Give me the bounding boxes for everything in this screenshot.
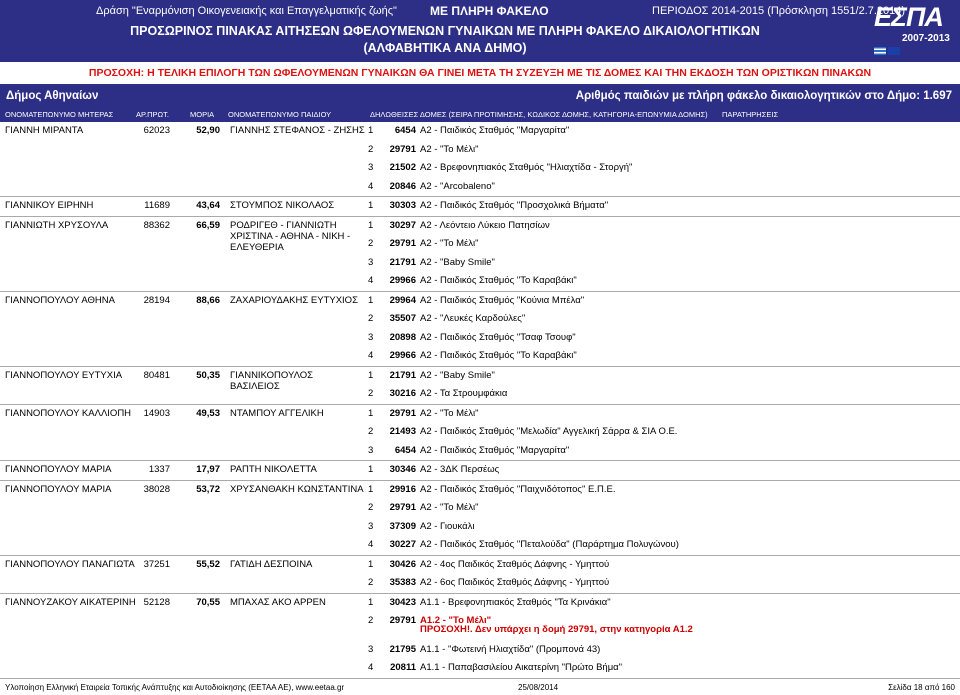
preference-order: 1 [368, 200, 374, 211]
structure-code: 30423 [389, 596, 416, 608]
flags-icon [874, 47, 954, 57]
structure-code: 21795 [389, 643, 416, 655]
preference-order: 3 [368, 331, 374, 343]
child-name: ΡΟΔΡΙΓΕΘ - ΓΙΑΝΝΙΩΤΗ ΧΡΙΣΤΙΝΑ - ΑΘΗΝΑ - ΝΙΚΗ - ΕΛΕΥΘΕΡΙΑ [230, 219, 351, 253]
structure-name: Α2 - Βρεφονηπιακός Σταθμός "Ηλιαχτίδα - Στοργή" [420, 162, 633, 173]
structure-name: Α2 - "Το Μέλι" [420, 407, 479, 419]
child-name: ΧΡΥΣΑΝΘΑΚΗ ΚΩΝΣΤΑΝΤΙΝΑ [230, 483, 364, 495]
preference-order: 2 [368, 502, 374, 513]
structure-name: Α1.2 - "Το Μέλι" [420, 615, 492, 626]
structure-name: Α2 - "Arcobaleno" [420, 180, 495, 192]
structure-code: 21493 [389, 426, 416, 437]
structure-code: 21791 [389, 256, 416, 268]
table-row [0, 122, 960, 197]
structure-preference [0, 385, 960, 403]
preference-order: 4 [368, 180, 374, 192]
structure-preference [0, 556, 960, 574]
preference-order: 2 [368, 577, 374, 588]
structure-code: 21791 [389, 369, 416, 381]
espa-logo-text: ΕΣΠΑ [874, 2, 943, 32]
structure-code: 30227 [389, 539, 416, 550]
structure-code: 20846 [389, 180, 416, 192]
period-label: ΠΕΡΙΟΔΟΣ 2014-2015 (Πρόσκληση 1551/2.7.2014) [652, 5, 906, 17]
structure-code: 20811 [390, 662, 416, 673]
structure-preference [0, 461, 960, 479]
structure-preference [0, 272, 960, 290]
espa-logo-years: 2007-2013 [902, 33, 950, 44]
structure-code: 29791 [389, 407, 416, 419]
protocol-number: 28194 [143, 294, 170, 306]
child-name: ΓΙΑΝΝΗΣ ΣΤΕΦΑΝΟΣ - ΖΗΣΗΣ [230, 125, 365, 136]
structure-name: Α2 - 4ος Παιδικός Σταθμός Δάφνης - Υμηττού [420, 558, 610, 570]
structure-name: Α2 - "Baby Smile" [420, 369, 495, 381]
structure-preference [0, 217, 960, 235]
preference-order: 2 [368, 615, 374, 626]
col-notes: ΠΑΡΑΤΗΡΗΣΕΙΣ [722, 110, 779, 119]
preference-order: 2 [368, 143, 374, 155]
mother-name: ΓΙΑΝΝΟΠΟΥΛΟΥ ΜΑΡΙΑ [5, 483, 112, 495]
structure-preference [0, 329, 960, 347]
structure-name: Α2 - Λεόντειο Λύκειο Πατησίων [420, 219, 550, 231]
table-row [0, 556, 960, 594]
structure-preference [0, 659, 960, 677]
score-value: 70,55 [196, 596, 220, 608]
mother-name: ΓΙΑΝΝΟΥΖΑΚΟΥ ΑΙΚΑΤΕΡΙΝΗ [5, 596, 136, 608]
preference-order: 4 [368, 275, 374, 286]
structure-code: 6454 [394, 125, 416, 136]
score-value: 43,64 [196, 200, 220, 211]
structure-preference [0, 536, 960, 554]
municipality-bar [0, 84, 960, 108]
preference-order: 3 [368, 256, 374, 268]
structure-code: 6454 [394, 444, 416, 456]
score-value: 50,35 [196, 369, 220, 381]
structure-preference [0, 310, 960, 328]
structure-name: Α2 - "Το Μέλι" [420, 502, 479, 513]
structure-preference [0, 141, 960, 159]
protocol-number: 1337 [148, 464, 170, 475]
structure-name: Α1.1 - "Φωτεινή Ηλιαχτίδα" (Προμπονά 43) [420, 643, 601, 655]
structure-name: Α2 - "Το Μέλι" [420, 143, 479, 155]
child-name: ΡΑΠΤΗ ΝΙΚΟΛΕΤΤΑ [230, 464, 317, 475]
score-value: 49,53 [196, 407, 220, 419]
structure-preference [0, 292, 960, 310]
table-row [0, 461, 960, 481]
mother-name: ΓΙΑΝΝΟΠΟΥΛΟΥ ΑΘΗΝΑ [5, 294, 115, 306]
preference-order: 1 [368, 369, 374, 381]
preference-order: 2 [368, 426, 374, 437]
structure-preference [0, 641, 960, 659]
column-headers [0, 108, 960, 122]
preference-order: 3 [368, 162, 374, 173]
col-mother: ΟΝΟΜΑΤΕΠΩΝΥΜΟ ΜΗΤΕΡΑΣ [5, 110, 114, 119]
preference-order: 3 [368, 643, 374, 655]
children-count: Αριθμός παιδιών με πλήρη φάκελο δικαιολογητικών στο Δήμο: 1.697 [575, 90, 952, 102]
structure-code: 29916 [389, 483, 416, 495]
structure-name: Α2 - Παιδικός Σταθμός "Μελωδία" Αγγελική Σάρρα & ΣΙΑ Ο.Ε. [420, 426, 678, 437]
preference-order: 1 [368, 464, 374, 475]
structure-code: 29791 [389, 143, 416, 155]
structure-preference [0, 423, 960, 441]
table-row [0, 405, 960, 462]
preference-order: 3 [368, 520, 374, 532]
structure-preference [0, 574, 960, 592]
greek-flag-icon [874, 47, 886, 55]
structure-code: 30426 [389, 558, 416, 570]
structure-name: Α2 - Γιουκάλι [420, 520, 475, 532]
structure-preference [0, 197, 960, 215]
preference-order: 4 [368, 350, 374, 361]
child-name: ΓΑΤΙΔΗ ΔΕΣΠΟΙΝΑ [230, 558, 313, 570]
structure-preference [0, 235, 960, 253]
mother-name: ΓΙΑΝΝΟΠΟΥΛΟΥ ΕΥΤΥΧΙΑ [5, 369, 123, 381]
structure-code: 35383 [389, 577, 416, 588]
preference-order: 1 [368, 483, 374, 495]
preference-order: 3 [368, 444, 374, 456]
protocol-number: 62023 [143, 125, 170, 136]
document-subtitle: (ΑΛΦΑΒΗΤΙΚΑ ΑΝΑ ΔΗΜΟ) [363, 41, 527, 55]
structure-preference [0, 367, 960, 385]
structure-code: 30297 [389, 219, 416, 231]
structure-preference [0, 122, 960, 140]
structure-code: 29791 [389, 615, 416, 626]
structure-code: 30216 [389, 388, 416, 399]
protocol-number: 37251 [143, 558, 170, 570]
structure-name: Α2 - "Baby Smile" [420, 256, 495, 268]
structure-preference [0, 612, 960, 635]
preference-order: 1 [368, 596, 374, 608]
structure-warning-note: ΠΡΟΣΟΧΗ!. Δεν υπάρχει η δομή 29791, στην κατηγορία Α1.2 [420, 624, 693, 635]
structure-name: Α1.1 - Βρεφονηπιακός Σταθμός "Τα Κρινάκια" [420, 596, 611, 608]
child-name: ΓΙΑΝΝΙΚΟΠΟΥΛΟΣ ΒΑΣΙΛΕΙΟΣ [230, 369, 313, 392]
score-value: 53,72 [196, 483, 220, 495]
espa-logo [872, 2, 958, 60]
full-file-label: ΜΕ ΠΛΗΡΗ ΦΑΚΕΛΟ [430, 4, 549, 18]
structure-preference [0, 442, 960, 460]
col-child: ΟΝΟΜΑΤΕΠΩΝΥΜΟ ΠΑΙΔΙΟΥ [228, 110, 332, 119]
structure-name: Α2 - Παιδικός Σταθμός "Μαργαρίτα" [420, 125, 570, 136]
structure-code: 35507 [389, 313, 416, 324]
structure-name: Α2 - Παιδικός Σταθμός "Παιχνιδότοπος" Ε.Π.Ε. [420, 483, 616, 495]
structure-preference [0, 518, 960, 536]
records-table [0, 122, 960, 673]
col-protocol: ΑΡ.ΠΡΩΤ. [136, 110, 169, 119]
structure-name: Α2 - Παιδικός Σταθμός "Μαργαρίτα" [420, 444, 570, 456]
page-header [0, 0, 960, 62]
table-row [0, 292, 960, 367]
preference-order: 1 [368, 294, 374, 306]
page-footer [0, 680, 960, 695]
structure-code: 37309 [389, 520, 416, 532]
municipality-name: Δήμος Αθηναίων [6, 90, 99, 102]
table-row [0, 481, 960, 556]
footer-page-number: Σελίδα 18 από 160 [888, 683, 955, 692]
structure-code: 20898 [389, 331, 416, 343]
protocol-number: 88362 [143, 219, 170, 231]
structure-code: 30346 [389, 464, 416, 475]
preference-order: 2 [368, 238, 374, 249]
child-name: ΖΑΧΑΡΙΟΥΔΑΚΗΣ ΕΥΤΥΧΙΟΣ [230, 294, 358, 306]
score-value: 66,59 [196, 219, 220, 231]
structure-name: Α2 - 3ΔΚ Περσέως [420, 464, 500, 475]
score-value: 55,52 [196, 558, 220, 570]
eu-flag-icon [888, 47, 900, 55]
col-score: ΜΟΡΙΑ [190, 110, 215, 119]
structure-preference [0, 405, 960, 423]
preference-order: 1 [368, 407, 374, 419]
structure-name: Α2 - 6ος Παιδικός Σταθμός Δάφνης - Υμηττού [420, 577, 610, 588]
structure-name: Α2 - Παιδικός Σταθμός "Το Καραβάκι" [420, 350, 577, 361]
structure-code: 29964 [389, 294, 416, 306]
preference-order: 1 [368, 125, 374, 136]
structure-preference [0, 499, 960, 517]
structure-preference [0, 159, 960, 177]
table-row [0, 217, 960, 292]
action-title: Δράση "Εναρμόνιση Οικογενειακής και Επαγγελματικής ζωής" [96, 5, 397, 17]
structure-name: Α2 - Παιδικός Σταθμός "Πεταλούδα" (Παράρτημα Πολυγώνου) [420, 539, 679, 550]
structure-name: Α2 - Παιδικός Σταθμός "Προσχολικά Βήματα" [420, 200, 609, 211]
document-title: ΠΡΟΣΩΡΙΝΟΣ ΠΙΝΑΚΑΣ ΑΙΤΗΣΕΩΝ ΩΦΕΛΟΥΜΕΝΩΝ ΓΥΝΑΙΚΩΝ ΜΕ ΠΛΗΡΗ ΦΑΚΕΛΟ ΔΙΚΑΙΟΛΟΓΗΤΙΚΩΝ [130, 24, 760, 38]
preference-order: 1 [368, 558, 374, 570]
structure-name: Α2 - "Λευκές Καρδούλες" [420, 313, 526, 324]
structure-name: Α1.1 - Παπαβασιλείου Αικατερίνη "Πρώτο Βήμα" [420, 662, 623, 673]
structure-preference [0, 178, 960, 196]
score-value: 17,97 [196, 464, 220, 475]
structure-name: Α2 - Παιδικός Σταθμός "Τσαφ Τσουφ" [420, 331, 576, 343]
mother-name: ΓΙΑΝΝΙΚΟΥ ΕΙΡΗΝΗ [5, 200, 94, 211]
structure-preference [0, 594, 960, 612]
preference-order: 4 [368, 539, 374, 550]
structure-name: Α2 - Παιδικός Σταθμός "Κούνια Μπέλα" [420, 294, 585, 306]
preference-order: 1 [368, 219, 374, 231]
mother-name: ΓΙΑΝΝΗ ΜΙΡΑΝΤΑ [5, 125, 84, 136]
preference-order: 4 [368, 662, 374, 673]
warning-banner: ΠΡΟΣΟΧΗ: Η ΤΕΛΙΚΗ ΕΠΙΛΟΓΗ ΤΩΝ ΩΦΕΛΟΥΜΕΝΩΝ ΓΥΝΑΙΚΩΝ ΘΑ ΓΙΝΕΙ ΜΕΤΑ ΤΗ ΣΥΖΕΥΞΗ ΜΕ ΤΙΣ ΔΟΜΕΣ ΚΑΙ ΤΗΝ ΕΚΔΟΣΗ ΤΩΝ ΟΡΙΣΤΙΚΩΝ ΠΙΝΑΚΩΝ [0, 62, 960, 84]
score-value: 88,66 [196, 294, 220, 306]
structure-code: 30303 [389, 200, 416, 211]
mother-name: ΓΙΑΝΝΟΠΟΥΛΟΥ ΜΑΡΙΑ [5, 464, 112, 475]
col-structures: ΔΗΛΩΘΕΙΣΕΣ ΔΟΜΕΣ (ΣΕΙΡΑ ΠΡΟΤΙΜΗΣΗΣ, ΚΩΔΙΚΟΣ ΔΟΜΗΣ, ΚΑΤΗΓΟΡΙΑ-ΕΠΩΝΥΜΙΑ ΔΟΜΗΣ) [370, 110, 708, 119]
child-name: ΝΤΑΜΠΟΥ ΑΓΓΕΛΙΚΗ [230, 407, 324, 419]
structure-code: 29791 [389, 502, 416, 513]
structure-code: 21502 [389, 162, 416, 173]
table-row [0, 197, 960, 217]
protocol-number: 38028 [143, 483, 170, 495]
mother-name: ΓΙΑΝΝΙΩΤΗ ΧΡΥΣΟΥΛΑ [5, 219, 109, 231]
structure-preference [0, 347, 960, 365]
protocol-number: 14903 [143, 407, 170, 419]
preference-order: 2 [368, 313, 374, 324]
table-row [0, 594, 960, 679]
structure-preference [0, 481, 960, 499]
structure-name: Α2 - Παιδικός Σταθμός "Το Καραβάκι" [420, 275, 577, 286]
score-value: 52,90 [196, 125, 220, 136]
mother-name: ΓΙΑΝΝΟΠΟΥΛΟΥ ΠΑΝΑΓΙΩΤΑ [5, 558, 135, 570]
protocol-number: 52128 [143, 596, 170, 608]
child-name: ΣΤΟΥΜΠΟΣ ΝΙΚΟΛΑΟΣ [230, 200, 335, 211]
child-name: ΜΠΑΧΑΣ ΑΚΟ ΑΡΡΕΝ [230, 596, 326, 608]
structure-name: Α2 - "Το Μέλι" [420, 238, 479, 249]
footer-date: 25/08/2014 [518, 683, 559, 692]
mother-name: ΓΙΑΝΝΟΠΟΥΛΟΥ ΚΑΛΛΙΟΠΗ [5, 407, 132, 419]
protocol-number: 80481 [143, 369, 170, 381]
table-row [0, 367, 960, 405]
preference-order: 2 [368, 388, 374, 399]
structure-code: 29791 [389, 238, 416, 249]
structure-preference [0, 254, 960, 272]
structure-name: Α2 - Τα Στρουμφάκια [420, 388, 508, 399]
footer-credit: Υλοποίηση Ελληνική Εταιρεία Τοπικής Ανάπτυξης και Αυτοδιοίκησης (ΕΕΤΑΑ ΑΕ), www.eetaa.gr [5, 683, 345, 692]
protocol-number: 11689 [144, 200, 170, 211]
structure-code: 29966 [389, 350, 416, 361]
structure-code: 29966 [389, 275, 416, 286]
